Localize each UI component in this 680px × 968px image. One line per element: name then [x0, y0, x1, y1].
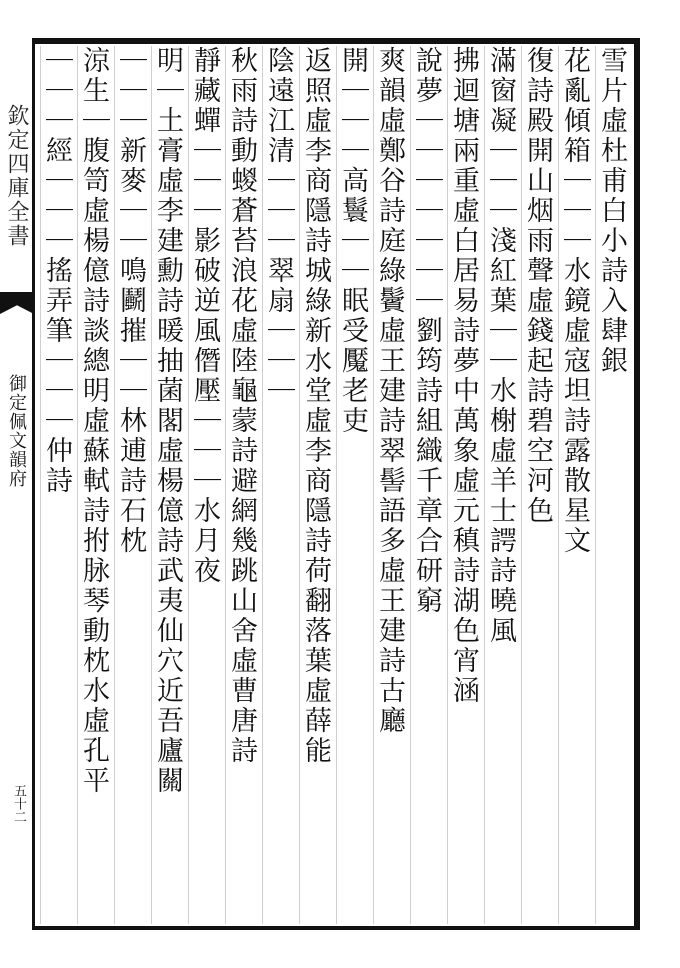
frame-left-border — [32, 38, 35, 930]
text-column: 涼生｜腹笥虛楊億詩談總明虛蘇軾詩拊脉琴動枕水虛孔平 — [77, 46, 114, 924]
text-column: 陰遠江清｜｜｜翠扇｜｜｜ — [262, 46, 299, 924]
text-column: 花亂傾箱｜｜｜水鏡虛寇坦詩露散星文 — [558, 46, 595, 924]
page-margin — [0, 44, 32, 926]
text-column: 復詩殿開山烟雨聲虛錢起詩碧空河色 — [521, 46, 558, 924]
text-column: ｜｜｜新麥｜｜鳴鬬摧｜｜林逋詩石枕 — [114, 46, 151, 924]
text-column: 說夢｜｜｜｜｜｜｜劉筠詩組織千章合研窮 — [410, 46, 447, 924]
frame-bottom-border — [32, 926, 640, 930]
text-column: ｜｜｜經｜｜｜搖弄筆｜｜｜仲詩 — [40, 46, 77, 924]
text-column: 開｜｜｜高鬟｜｜眠受魘老吏 — [336, 46, 373, 924]
text-column: 滿窗凝｜｜｜淺紅葉｜｜水榭虛羊士諤詩曉風 — [484, 46, 521, 924]
frame-top-border — [32, 38, 640, 44]
text-column: 靜藏蟬｜｜｜影破逆風僭壓｜｜｜水月夜 — [188, 46, 225, 924]
text-column: 雪片虛杜甫白小詩入肆銀 — [595, 46, 632, 924]
book-title: 欽定四庫全書 — [4, 104, 29, 248]
text-column: 拂迴塘兩重虛白居易詩夢中萬象虛元稹詩湖色宵涵 — [447, 46, 484, 924]
text-column: 秋雨詩動蝬蒼苔浪花虛陸龜蒙詩避網幾跳山舍虛曹唐詩 — [225, 46, 262, 924]
text-column: 返照虛李商隱詩城綠新水堂虛李商隱詩荷翻落葉虛薛能 — [299, 46, 336, 924]
page-number: 五十二 — [11, 784, 26, 823]
text-column: 爽韻虛鄭谷詩庭綠鬢虛王建詩翠髻語多虛王建詩古廳 — [373, 46, 410, 924]
sub-title: 御定佩文韻府 — [6, 374, 27, 488]
frame-right-border — [634, 38, 640, 930]
text-column: 明｜土膏虛李建勳詩暖抽菌閣虛楊億詩武夷仙穴近吾廬關 — [151, 46, 188, 924]
text-columns — [40, 46, 632, 924]
